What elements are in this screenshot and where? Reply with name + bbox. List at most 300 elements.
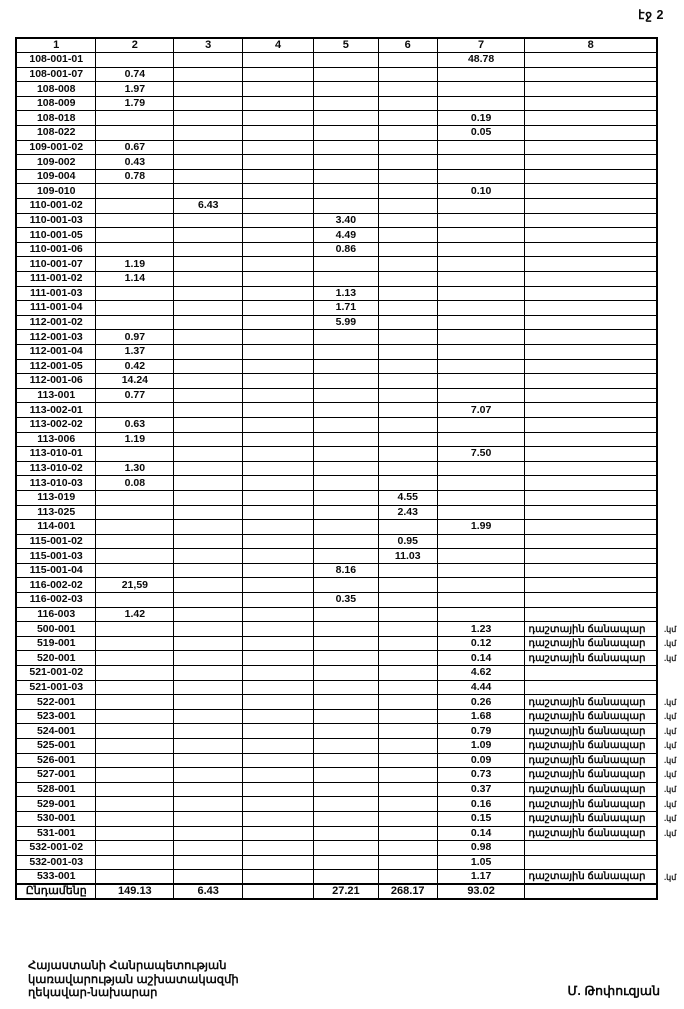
margin-note (657, 417, 683, 432)
value-cell (174, 753, 243, 768)
value-cell (313, 870, 378, 885)
value-cell (378, 432, 437, 447)
value-cell (96, 199, 174, 214)
row-code: Ընդամենը (16, 884, 96, 899)
value-cell: 8.16 (313, 563, 378, 578)
table-row (16, 301, 683, 316)
table-row (16, 169, 683, 184)
road-note-cell (525, 403, 657, 418)
value-cell (243, 272, 314, 287)
road-note-cell: դաշտային ճանապար (525, 724, 657, 739)
value-cell: 0.67 (96, 140, 174, 155)
value-cell (174, 344, 243, 359)
value-cell: 0.97 (96, 330, 174, 345)
header-row (16, 38, 683, 53)
value-cell (313, 344, 378, 359)
value-cell (243, 359, 314, 374)
value-cell (96, 593, 174, 608)
table-row (16, 855, 683, 870)
value-cell (437, 199, 525, 214)
value-cell (96, 228, 174, 243)
row-code: 522-001 (16, 695, 96, 710)
table-row (16, 622, 683, 637)
road-note-cell: դաշտային ճանապար (525, 709, 657, 724)
road-note-cell (525, 884, 657, 899)
value-cell (96, 855, 174, 870)
value-cell (378, 184, 437, 199)
value-cell (313, 811, 378, 826)
road-note-cell (525, 96, 657, 111)
value-cell (174, 126, 243, 141)
table-row (16, 782, 683, 797)
value-cell (243, 330, 314, 345)
value-cell (243, 301, 314, 316)
margin-note (657, 680, 683, 695)
row-code: 527-001 (16, 768, 96, 783)
value-cell (313, 490, 378, 505)
value-cell (96, 520, 174, 535)
table-row (16, 476, 683, 491)
value-cell (313, 257, 378, 272)
table-row (16, 67, 683, 82)
value-cell (243, 257, 314, 272)
value-cell (243, 855, 314, 870)
value-cell: 0.15 (437, 811, 525, 826)
value-cell (243, 622, 314, 637)
value-cell (243, 228, 314, 243)
value-cell (378, 403, 437, 418)
value-cell: 0.05 (437, 126, 525, 141)
table-row (16, 680, 683, 695)
value-cell (313, 272, 378, 287)
row-code: 111-001-02 (16, 272, 96, 287)
value-cell (243, 53, 314, 68)
value-cell (437, 417, 525, 432)
margin-note (657, 593, 683, 608)
value-cell (96, 315, 174, 330)
road-note-cell: դաշտային ճանապար (525, 797, 657, 812)
road-note-cell (525, 578, 657, 593)
road-note-cell: դաշտային ճանապար (525, 636, 657, 651)
margin-note (657, 96, 683, 111)
row-code: 115-001-04 (16, 563, 96, 578)
table-row (16, 739, 683, 754)
margin-note (657, 432, 683, 447)
value-cell (313, 476, 378, 491)
row-code: 530-001 (16, 811, 96, 826)
value-cell (378, 213, 437, 228)
table-header (16, 38, 683, 53)
value-cell (378, 359, 437, 374)
value-cell (437, 242, 525, 257)
value-cell (174, 520, 243, 535)
margin-note (657, 53, 683, 68)
value-cell: 0.86 (313, 242, 378, 257)
value-cell (437, 96, 525, 111)
row-code: 524-001 (16, 724, 96, 739)
value-cell (96, 126, 174, 141)
margin-note (657, 140, 683, 155)
value-cell (96, 490, 174, 505)
margin-note (657, 213, 683, 228)
road-note-cell: դաշտային ճանապար (525, 739, 657, 754)
value-cell (378, 257, 437, 272)
value-cell (243, 724, 314, 739)
row-code: 112-001-05 (16, 359, 96, 374)
value-cell (243, 870, 314, 885)
road-note-cell (525, 841, 657, 856)
value-cell (378, 140, 437, 155)
value-cell (313, 447, 378, 462)
value-cell (378, 53, 437, 68)
row-code: 109-004 (16, 169, 96, 184)
road-note-cell: դաշտային ճանապար (525, 695, 657, 710)
value-cell (378, 476, 437, 491)
value-cell (313, 374, 378, 389)
value-cell (313, 111, 378, 126)
row-code: 110-001-05 (16, 228, 96, 243)
value-cell (437, 432, 525, 447)
road-note-cell (525, 549, 657, 564)
value-cell (378, 228, 437, 243)
row-code: 110-001-06 (16, 242, 96, 257)
value-cell (174, 680, 243, 695)
table-row (16, 695, 683, 710)
margin-note (657, 111, 683, 126)
value-cell (437, 549, 525, 564)
row-code: 519-001 (16, 636, 96, 651)
value-cell (174, 447, 243, 462)
value-cell (378, 636, 437, 651)
value-cell: 1.17 (437, 870, 525, 885)
road-note-cell (525, 272, 657, 287)
value-cell (96, 724, 174, 739)
value-cell (378, 344, 437, 359)
margin-note (657, 257, 683, 272)
value-cell (313, 578, 378, 593)
value-cell (174, 695, 243, 710)
value-cell (437, 461, 525, 476)
table-row (16, 768, 683, 783)
value-cell (437, 286, 525, 301)
value-cell (378, 811, 437, 826)
value-cell (174, 242, 243, 257)
table-row (16, 315, 683, 330)
value-cell (437, 476, 525, 491)
road-note-cell (525, 374, 657, 389)
margin-note: .կմ (663, 726, 677, 736)
margin-note: .կմ (663, 755, 677, 765)
value-cell: 1.05 (437, 855, 525, 870)
value-cell (96, 797, 174, 812)
value-cell (437, 67, 525, 82)
value-cell: 0.73 (437, 768, 525, 783)
row-code: 109-001-02 (16, 140, 96, 155)
value-cell (313, 709, 378, 724)
value-cell (174, 169, 243, 184)
row-code: 116-002-03 (16, 593, 96, 608)
table-row (16, 709, 683, 724)
row-code: 528-001 (16, 782, 96, 797)
road-note-cell (525, 330, 657, 345)
table-row (16, 841, 683, 856)
row-code: 523-001 (16, 709, 96, 724)
value-cell (174, 782, 243, 797)
value-cell (243, 476, 314, 491)
value-cell (174, 140, 243, 155)
value-cell (313, 534, 378, 549)
row-code: 109-010 (16, 184, 96, 199)
value-cell: 0.26 (437, 695, 525, 710)
value-cell (378, 782, 437, 797)
value-cell (96, 447, 174, 462)
road-note-cell (525, 388, 657, 403)
value-cell: 1.09 (437, 739, 525, 754)
value-cell (174, 403, 243, 418)
value-cell (313, 826, 378, 841)
value-cell (174, 724, 243, 739)
road-note-cell (525, 359, 657, 374)
value-cell (378, 96, 437, 111)
value-cell (313, 417, 378, 432)
road-note-cell (525, 461, 657, 476)
value-cell: 1.19 (96, 257, 174, 272)
road-note-cell: 8 (525, 38, 657, 53)
value-cell (174, 549, 243, 564)
value-cell (243, 417, 314, 432)
road-note-cell (525, 534, 657, 549)
road-note-cell (525, 680, 657, 695)
table-row (16, 155, 683, 170)
page-number-label: էջ 2 (638, 8, 664, 22)
value-cell (313, 797, 378, 812)
margin-note: .կմ (663, 872, 677, 882)
value-cell (437, 301, 525, 316)
footer-office-title (28, 960, 239, 1001)
value-cell (378, 447, 437, 462)
value-cell (313, 53, 378, 68)
row-code: 112-001-02 (16, 315, 96, 330)
value-cell: 0.43 (96, 155, 174, 170)
table-row (16, 651, 683, 666)
value-cell (96, 709, 174, 724)
value-cell (437, 388, 525, 403)
margin-note: .կմ (663, 770, 677, 780)
value-cell (174, 870, 243, 885)
row-code: 108-009 (16, 96, 96, 111)
value-cell (174, 666, 243, 681)
table-row (16, 374, 683, 389)
value-cell: 0.14 (437, 826, 525, 841)
value-cell: 1.71 (313, 301, 378, 316)
value-cell: 1.42 (96, 607, 174, 622)
margin-note (657, 359, 683, 374)
value-cell (96, 841, 174, 856)
row-code: 114-001 (16, 520, 96, 535)
road-note-cell (525, 593, 657, 608)
value-cell (174, 709, 243, 724)
table-row (16, 82, 683, 97)
value-cell (378, 286, 437, 301)
road-note-cell (525, 213, 657, 228)
value-cell: 0.12 (437, 636, 525, 651)
value-cell (313, 461, 378, 476)
value-cell (243, 520, 314, 535)
value-cell (96, 695, 174, 710)
row-code: 521-001-02 (16, 666, 96, 681)
margin-note: .կմ (663, 624, 677, 634)
margin-note (657, 403, 683, 418)
value-cell (313, 782, 378, 797)
value-cell (96, 534, 174, 549)
value-cell: 11.03 (378, 549, 437, 564)
value-cell: 1.13 (313, 286, 378, 301)
value-cell (174, 96, 243, 111)
value-cell (174, 739, 243, 754)
value-cell (437, 169, 525, 184)
value-cell (96, 666, 174, 681)
road-note-cell (525, 67, 657, 82)
column-header: 4 (243, 38, 314, 53)
value-cell: 1.37 (96, 344, 174, 359)
margin-note (657, 607, 683, 622)
margin-note (657, 490, 683, 505)
table-row (16, 140, 683, 155)
value-cell (437, 359, 525, 374)
value-cell (313, 140, 378, 155)
row-code: 116-002-02 (16, 578, 96, 593)
road-note-cell (525, 563, 657, 578)
road-note-cell: դաշտային ճանապար (525, 811, 657, 826)
value-cell (174, 855, 243, 870)
value-cell (378, 417, 437, 432)
margin-note (657, 199, 683, 214)
value-cell (313, 666, 378, 681)
value-cell (96, 301, 174, 316)
value-cell (243, 709, 314, 724)
value-cell: 93.02 (437, 884, 525, 899)
value-cell: 4.55 (378, 490, 437, 505)
value-cell (378, 315, 437, 330)
value-cell: 21,59 (96, 578, 174, 593)
margin-note (657, 301, 683, 316)
value-cell (378, 826, 437, 841)
value-cell (243, 505, 314, 520)
margin-note (657, 476, 683, 491)
road-note-cell (525, 505, 657, 520)
table-row (16, 666, 683, 681)
value-cell (437, 374, 525, 389)
value-cell (313, 768, 378, 783)
value-cell (437, 272, 525, 287)
row-code: 113-010-01 (16, 447, 96, 462)
road-note-cell (525, 257, 657, 272)
table-row (16, 53, 683, 68)
value-cell (174, 841, 243, 856)
value-cell (174, 330, 243, 345)
table-body (16, 53, 683, 885)
margin-note (657, 505, 683, 520)
margin-note (657, 38, 683, 53)
road-note-cell: դաշտային ճանապար (525, 826, 657, 841)
value-cell (174, 359, 243, 374)
value-cell (313, 184, 378, 199)
value-cell (313, 359, 378, 374)
value-cell (243, 82, 314, 97)
road-note-cell (525, 140, 657, 155)
row-code: 116-003 (16, 607, 96, 622)
margin-note (657, 374, 683, 389)
value-cell (243, 534, 314, 549)
value-cell (174, 768, 243, 783)
column-header: 3 (174, 38, 243, 53)
value-cell (243, 432, 314, 447)
value-cell (437, 607, 525, 622)
value-cell (378, 593, 437, 608)
value-cell (174, 593, 243, 608)
value-cell (437, 344, 525, 359)
table-row (16, 578, 683, 593)
margin-note: .կմ (663, 785, 677, 795)
value-cell (243, 199, 314, 214)
margin-note: .կմ (663, 741, 677, 751)
table-row (16, 228, 683, 243)
value-cell (378, 388, 437, 403)
value-cell: 4.62 (437, 666, 525, 681)
value-cell (243, 169, 314, 184)
row-code: 533-001 (16, 870, 96, 885)
row-code: 532-001-02 (16, 841, 96, 856)
margin-note: .կմ (663, 653, 677, 663)
road-note-cell (525, 476, 657, 491)
margin-note (657, 884, 683, 899)
road-note-cell (525, 286, 657, 301)
value-cell: 5.99 (313, 315, 378, 330)
value-cell: 0.63 (96, 417, 174, 432)
value-cell (243, 666, 314, 681)
row-code: 526-001 (16, 753, 96, 768)
margin-note (657, 534, 683, 549)
row-code: 110-001-03 (16, 213, 96, 228)
road-note-cell (525, 169, 657, 184)
value-cell (437, 490, 525, 505)
value-cell (378, 242, 437, 257)
value-cell: 6.43 (174, 199, 243, 214)
value-cell (378, 82, 437, 97)
value-cell (243, 403, 314, 418)
value-cell (243, 593, 314, 608)
value-cell (174, 257, 243, 272)
road-note-cell: դաշտային ճանապար (525, 782, 657, 797)
value-cell (437, 257, 525, 272)
value-cell (174, 388, 243, 403)
margin-note (657, 855, 683, 870)
value-cell (96, 651, 174, 666)
row-code: 108-022 (16, 126, 96, 141)
road-note-cell (525, 111, 657, 126)
value-cell (378, 111, 437, 126)
value-cell (243, 636, 314, 651)
value-cell (378, 374, 437, 389)
value-cell (174, 213, 243, 228)
footer-line-2: կառավարության աշխատակազմի (28, 973, 239, 986)
value-cell (313, 169, 378, 184)
value-cell (313, 739, 378, 754)
value-cell (96, 782, 174, 797)
row-code: 113-002-01 (16, 403, 96, 418)
margin-note (657, 155, 683, 170)
table-row (16, 111, 683, 126)
